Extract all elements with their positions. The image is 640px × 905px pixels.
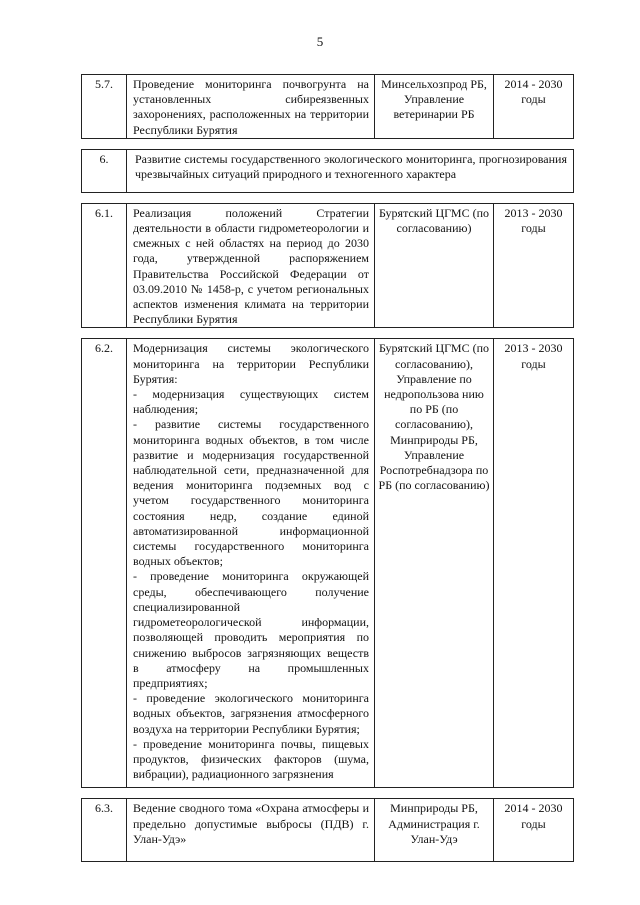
row-number: 6.2. [82, 339, 127, 788]
activity-line: Модернизация системы экологического мониторинга на территории Республики Бурятия: [133, 341, 369, 386]
gap-cell [82, 328, 574, 339]
activity-line: - модернизация существующих систем наблюдения; [133, 387, 369, 417]
section-title: Развитие системы государственного экологического мониторинга, прогнозирования чрезвычайных ситуаций природного и техногенного характера [127, 149, 574, 192]
responsible-cell: Минсельхозпрод РБ, Управление ветеринарии РБ [375, 75, 494, 139]
activity-cell [127, 339, 375, 788]
term-cell: 2014 - 2030 годы [494, 75, 574, 139]
responsible-cell: Бурятский ЦГМС (по согласованию), Управление по недропользова нию по РБ (по согласованию), Минприроды РБ, Управление Роспотребнадзора по РБ (по согласованию) [375, 339, 494, 788]
row-gap [82, 328, 574, 339]
term-cell: 2013 - 2030 годы [494, 339, 574, 788]
table-row [82, 339, 574, 788]
row-gap [82, 788, 574, 799]
responsible-cell: Бурятский ЦГМС (по согласованию) [375, 203, 494, 328]
gap-cell [82, 788, 574, 799]
table-row [82, 799, 574, 862]
activity-cell: Ведение сводного тома «Охрана атмосферы и предельно допустимые выбросы (ПДВ) г. Улан-Удэ» [127, 799, 375, 862]
responsible-cell: Минприроды РБ, Администрация г. Улан-Удэ [375, 799, 494, 862]
row-number: 6.3. [82, 799, 127, 862]
activity-line: - развитие системы государственного мониторинга водных объектов, в том числе развитие и модернизация государственной наблюдательной сети, предназначенной для ведения мониторинга подземных вод с учетом государственного мониторинга состояния недр, создание единой автоматизированной информационной системы государственного мониторинга водных объектов; [133, 417, 369, 569]
gap-cell [82, 192, 574, 203]
page-number: 5 [316, 34, 324, 49]
activity-cell: Проведение мониторинга почвогрунта на установленных сибиреязвенных захоронениях, расположенных на территории Республики Бурятия [127, 75, 375, 139]
section-row [82, 149, 574, 192]
activity-line: - проведение мониторинга почвы, пищевых продуктов, физических факторов (шума, вибрации), радиационного загрязнения [133, 736, 369, 782]
measures-table [81, 74, 574, 862]
activity-line: - проведение экологического мониторинга водных объектов, загрязнения атмосферного воздуха на территории Республики Бурятия; [133, 691, 369, 736]
table-row [82, 203, 574, 328]
section-number: 6. [82, 149, 127, 192]
row-number: 5.7. [82, 75, 127, 139]
term-cell: 2013 - 2030 годы [494, 203, 574, 328]
row-number: 6.1. [82, 203, 127, 328]
row-gap [82, 192, 574, 203]
table-row [82, 75, 574, 139]
activity-line: - проведение мониторинга окружающей среды, обеспечивающего получение специализированной гидрометеорологической информации, позволяющей проводить мероприятия по снижению выбросов загрязняющих веществ в атмосферу на промышленных предприятиях; [133, 569, 369, 690]
gap-cell [82, 138, 574, 149]
term-cell: 2014 - 2030 годы [494, 799, 574, 862]
row-gap [82, 138, 574, 149]
activity-cell: Реализация положений Стратегии деятельности в области гидрометеорологии и смежных с ней областях на период до 2030 года, утвержденной распоряжением Правительства Российской Федерации от 03.09.2010 № 1458-р, с учетом региональных аспектов изменения климата на территории Республики Бурятия [127, 203, 375, 328]
